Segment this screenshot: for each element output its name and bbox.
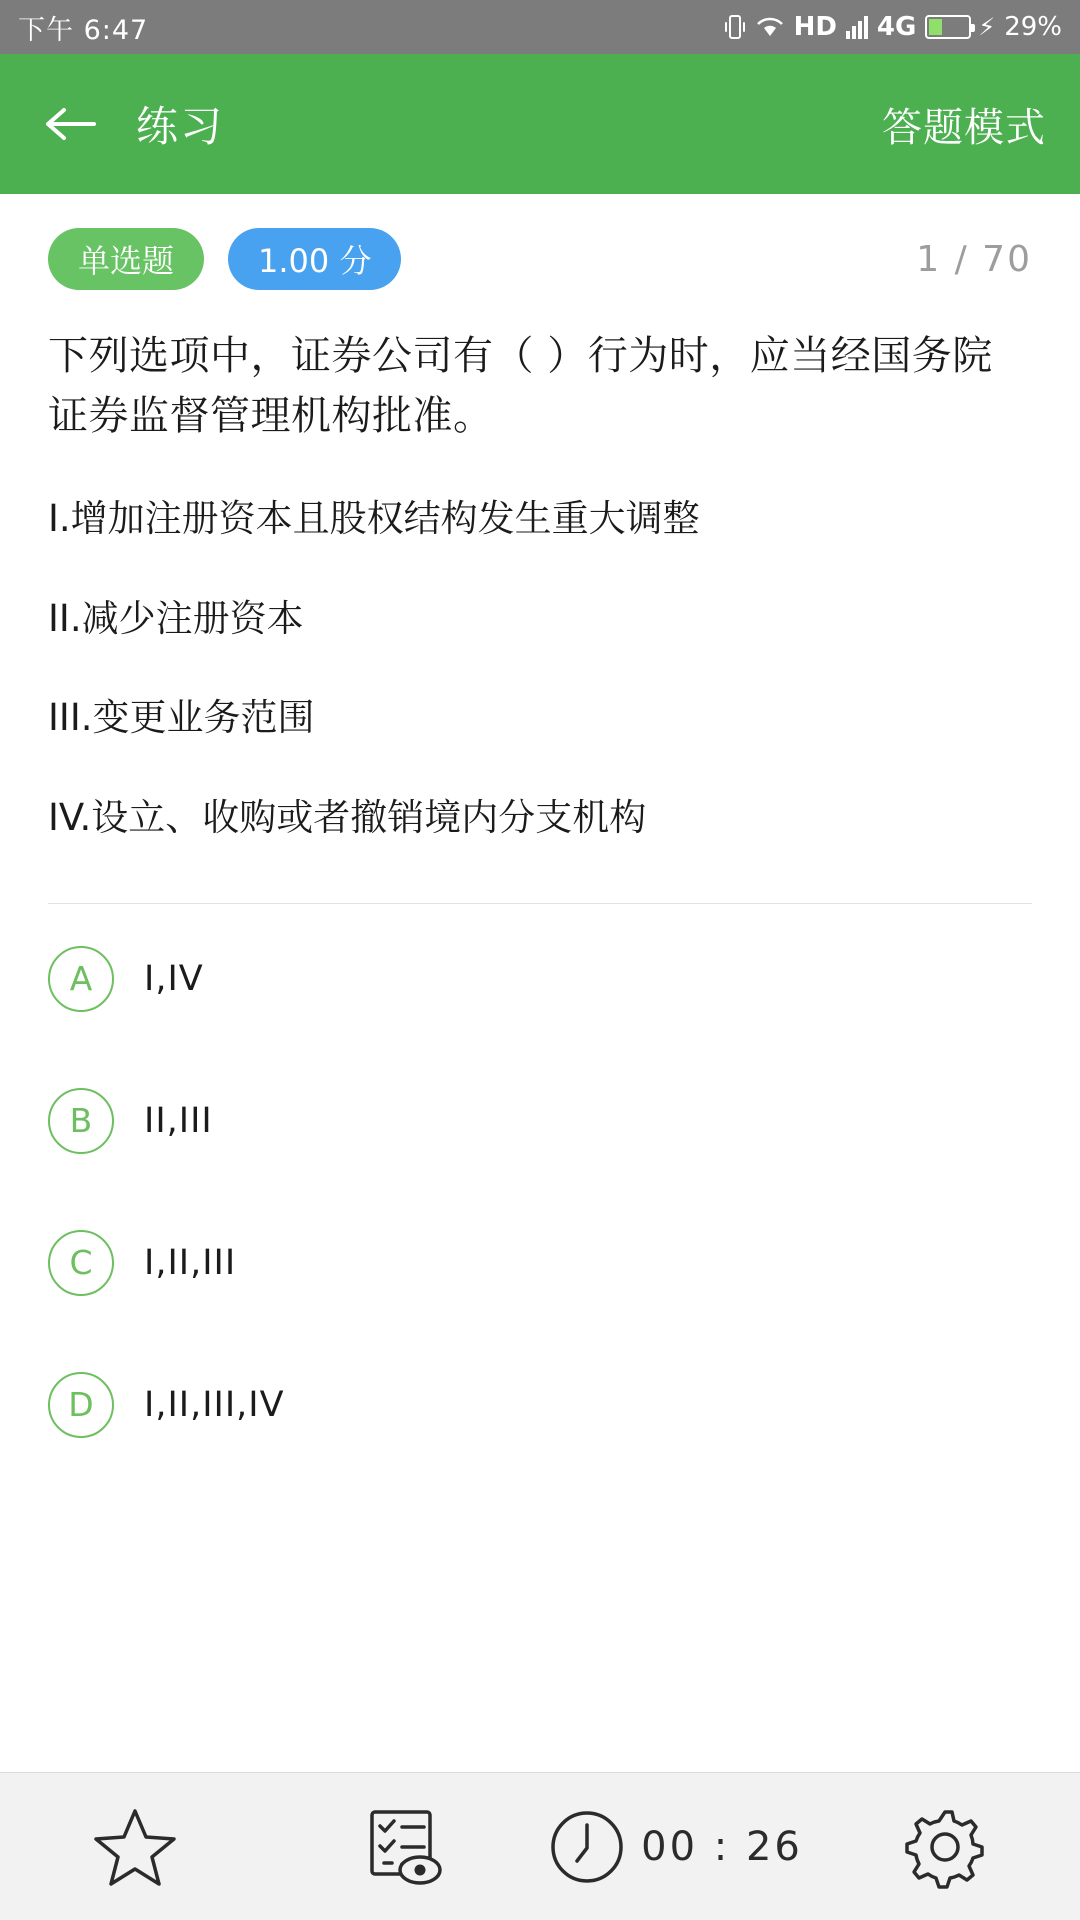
question-score-badge: 1.00 分: [228, 228, 401, 290]
network-label: 4G: [876, 12, 917, 42]
option-key-d: D: [48, 1372, 114, 1438]
question-sub-item-4: IV.设立、收购或者撤销境内分支机构: [48, 795, 647, 839]
star-icon: [92, 1806, 178, 1888]
favorite-button[interactable]: [0, 1773, 270, 1920]
hd-icon: HD: [793, 12, 837, 42]
question-sub-item-2: II.减少注册资本: [48, 596, 304, 640]
status-time: 下午 6:47: [18, 14, 149, 46]
option-row-a[interactable]: [48, 908, 1032, 1050]
settings-button[interactable]: [810, 1773, 1080, 1920]
status-bar: [0, 0, 1080, 54]
option-key-b: B: [48, 1088, 114, 1154]
question-progress: 1 / 70: [916, 238, 1032, 280]
timer-button[interactable]: [540, 1773, 810, 1920]
option-key-c: C: [48, 1230, 114, 1296]
bottom-toolbar: [0, 1772, 1080, 1920]
gear-icon: [902, 1804, 988, 1890]
battery-percent: 29%: [1004, 12, 1062, 42]
question-meta-row: [48, 194, 1032, 290]
option-row-d[interactable]: [48, 1334, 1032, 1476]
option-row-c[interactable]: [48, 1192, 1032, 1334]
bolt-icon: ⚡: [978, 13, 996, 41]
option-key-a: A: [48, 946, 114, 1012]
option-text-b: II,III: [144, 1100, 213, 1141]
question-content: [0, 194, 1080, 1772]
timer-text: 00 : 26: [641, 1823, 803, 1870]
option-row-b[interactable]: [48, 1050, 1032, 1192]
option-text-a: I,IV: [144, 958, 204, 999]
clock-icon: [547, 1807, 627, 1887]
signal-bars-icon: [846, 15, 868, 39]
question-sub-item-1: I.增加注册资本且股权结构发生重大调整: [48, 497, 700, 540]
status-icons: [724, 12, 1062, 42]
question-type-badge: 单选题: [48, 228, 204, 290]
vibrate-icon: [724, 14, 746, 40]
option-text-c: I,II,III: [144, 1242, 237, 1283]
answer-mode-button[interactable]: 答题模式: [882, 104, 1046, 151]
options-list: [48, 904, 1032, 1476]
wifi-icon: [755, 15, 785, 39]
answer-sheet-button[interactable]: [270, 1773, 540, 1920]
question-sub-item-3: III.变更业务范围: [48, 696, 315, 740]
question-stem: 下列选项中，证券公司有（ ）行为时，应当经国务院证券监督管理机构批准。: [48, 333, 993, 439]
back-arrow-icon[interactable]: [34, 88, 106, 160]
answer-sheet-eye-icon: [362, 1806, 448, 1888]
page-title: 练习: [136, 102, 225, 151]
battery-icon: [925, 15, 971, 39]
app-bar: [0, 54, 1080, 194]
option-text-d: I,II,III,IV: [144, 1384, 285, 1425]
